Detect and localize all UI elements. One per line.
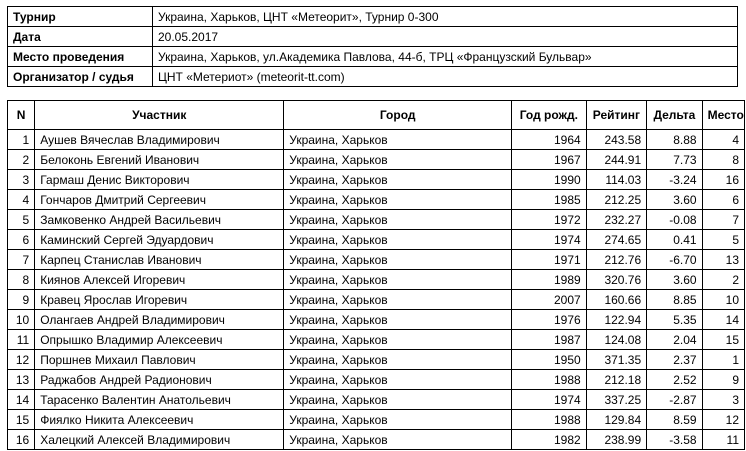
cell-place: 10 (702, 290, 744, 310)
cell-place: 2 (702, 270, 744, 290)
cell-number: 10 (8, 310, 35, 330)
header-city: Город (284, 101, 512, 130)
cell-number: 5 (8, 210, 35, 230)
tournament-info-table (7, 6, 738, 87)
cell-participant: Фиялко Никита Алексеевич (35, 410, 284, 430)
cell-city: Украина, Харьков (284, 410, 512, 430)
table-row (8, 330, 745, 350)
cell-city: Украина, Харьков (284, 270, 512, 290)
cell-delta: 8.85 (647, 290, 702, 310)
cell-delta: 3.60 (647, 270, 702, 290)
cell-participant: Белоконь Евгений Иванович (35, 150, 284, 170)
cell-participant: Халецкий Алексей Владимирович (35, 430, 284, 450)
cell-city: Украина, Харьков (284, 170, 512, 190)
cell-city: Украина, Харьков (284, 250, 512, 270)
cell-rating: 129.84 (586, 410, 646, 430)
cell-birth-year: 1988 (512, 410, 587, 430)
table-row (8, 190, 745, 210)
cell-place: 3 (702, 390, 744, 410)
cell-place: 12 (702, 410, 744, 430)
cell-delta: -6.70 (647, 250, 702, 270)
header-place: Место (702, 101, 744, 130)
cell-place: 11 (702, 430, 744, 450)
header-birth-year: Год рожд. (512, 101, 587, 130)
cell-participant: Киянов Алексей Игоревич (35, 270, 284, 290)
cell-number: 15 (8, 410, 35, 430)
cell-city: Украина, Харьков (284, 210, 512, 230)
cell-participant: Карпец Станислав Иванович (35, 250, 284, 270)
cell-place: 1 (702, 350, 744, 370)
cell-rating: 160.66 (586, 290, 646, 310)
cell-participant: Аушев Вячеслав Владимирович (35, 130, 284, 150)
cell-birth-year: 1950 (512, 350, 587, 370)
cell-delta: 8.88 (647, 130, 702, 150)
cell-number: 4 (8, 190, 35, 210)
cell-delta: 0.41 (647, 230, 702, 250)
cell-delta: -3.58 (647, 430, 702, 450)
cell-participant: Каминский Сергей Эдуардович (35, 230, 284, 250)
cell-participant: Гончаров Дмитрий Сергеевич (35, 190, 284, 210)
cell-rating: 212.76 (586, 250, 646, 270)
info-label: Турнир (8, 7, 153, 27)
results-header-row (8, 101, 745, 130)
cell-number: 16 (8, 430, 35, 450)
cell-delta: 5.35 (647, 310, 702, 330)
table-row (8, 150, 745, 170)
cell-birth-year: 1976 (512, 310, 587, 330)
cell-city: Украина, Харьков (284, 330, 512, 350)
table-row (8, 390, 745, 410)
cell-number: 12 (8, 350, 35, 370)
cell-number: 1 (8, 130, 35, 150)
cell-rating: 371.35 (586, 350, 646, 370)
table-row (8, 170, 745, 190)
cell-city: Украина, Харьков (284, 230, 512, 250)
cell-place: 9 (702, 370, 744, 390)
info-value: Украина, Харьков, ЦНТ «Метеорит», Турнир 0-300 (153, 7, 738, 27)
cell-rating: 122.94 (586, 310, 646, 330)
cell-birth-year: 1971 (512, 250, 587, 270)
info-label: Организатор / судья (8, 67, 153, 87)
cell-birth-year: 1964 (512, 130, 587, 150)
info-label: Место проведения (8, 47, 153, 67)
header-participant: Участник (35, 101, 284, 130)
cell-rating: 238.99 (586, 430, 646, 450)
cell-rating: 124.08 (586, 330, 646, 350)
info-value: 20.05.2017 (153, 27, 738, 47)
table-row (8, 250, 745, 270)
cell-city: Украина, Харьков (284, 370, 512, 390)
cell-birth-year: 1974 (512, 390, 587, 410)
table-row (8, 130, 745, 150)
cell-rating: 320.76 (586, 270, 646, 290)
cell-place: 5 (702, 230, 744, 250)
cell-participant: Тарасенко Валентин Анатольевич (35, 390, 284, 410)
table-row (8, 430, 745, 450)
cell-participant: Раджабов Андрей Радионович (35, 370, 284, 390)
header-delta: Дельта (647, 101, 702, 130)
cell-place: 4 (702, 130, 744, 150)
info-label: Дата (8, 27, 153, 47)
table-row (8, 230, 745, 250)
cell-birth-year: 1988 (512, 370, 587, 390)
table-row (8, 270, 745, 290)
cell-participant: Опрышко Владимир Алексеевич (35, 330, 284, 350)
table-row (8, 350, 745, 370)
cell-rating: 212.18 (586, 370, 646, 390)
cell-birth-year: 1972 (512, 210, 587, 230)
cell-delta: 3.60 (647, 190, 702, 210)
cell-city: Украина, Харьков (284, 430, 512, 450)
cell-delta: -2.87 (647, 390, 702, 410)
header-number: N (8, 101, 35, 130)
cell-city: Украина, Харьков (284, 130, 512, 150)
cell-city: Украина, Харьков (284, 150, 512, 170)
cell-place: 14 (702, 310, 744, 330)
tournament-info-body (8, 7, 738, 87)
cell-participant: Олангаев Андрей Владимирович (35, 310, 284, 330)
cell-number: 8 (8, 270, 35, 290)
cell-delta: 2.52 (647, 370, 702, 390)
cell-number: 6 (8, 230, 35, 250)
cell-participant: Замковенко Андрей Васильевич (35, 210, 284, 230)
cell-place: 15 (702, 330, 744, 350)
cell-participant: Гармаш Денис Викторович (35, 170, 284, 190)
cell-rating: 337.25 (586, 390, 646, 410)
cell-rating: 244.91 (586, 150, 646, 170)
cell-number: 11 (8, 330, 35, 350)
table-row (8, 370, 745, 390)
cell-place: 7 (702, 210, 744, 230)
cell-participant: Поршнев Михаил Павлович (35, 350, 284, 370)
info-value: ЦНТ «Метериот» (meteorit-tt.com) (153, 67, 738, 87)
cell-place: 13 (702, 250, 744, 270)
cell-number: 3 (8, 170, 35, 190)
cell-number: 14 (8, 390, 35, 410)
cell-delta: -0.08 (647, 210, 702, 230)
cell-place: 6 (702, 190, 744, 210)
cell-number: 2 (8, 150, 35, 170)
results-body (8, 130, 745, 450)
cell-city: Украина, Харьков (284, 350, 512, 370)
cell-birth-year: 1967 (512, 150, 587, 170)
cell-rating: 243.58 (586, 130, 646, 150)
cell-delta: 8.59 (647, 410, 702, 430)
cell-city: Украина, Харьков (284, 390, 512, 410)
cell-birth-year: 1982 (512, 430, 587, 450)
cell-city: Украина, Харьков (284, 290, 512, 310)
results-table (7, 100, 745, 450)
info-row (8, 67, 738, 87)
results-header (8, 101, 745, 130)
cell-rating: 212.25 (586, 190, 646, 210)
info-row (8, 7, 738, 27)
cell-city: Украина, Харьков (284, 310, 512, 330)
cell-number: 13 (8, 370, 35, 390)
header-rating: Рейтинг (586, 101, 646, 130)
cell-birth-year: 2007 (512, 290, 587, 310)
cell-birth-year: 1990 (512, 170, 587, 190)
cell-delta: 2.37 (647, 350, 702, 370)
cell-delta: 2.04 (647, 330, 702, 350)
cell-birth-year: 1974 (512, 230, 587, 250)
info-row (8, 27, 738, 47)
cell-birth-year: 1985 (512, 190, 587, 210)
cell-rating: 274.65 (586, 230, 646, 250)
cell-number: 9 (8, 290, 35, 310)
info-row (8, 47, 738, 67)
cell-rating: 114.03 (586, 170, 646, 190)
cell-birth-year: 1989 (512, 270, 587, 290)
table-row (8, 290, 745, 310)
table-row (8, 410, 745, 430)
cell-delta: -3.24 (647, 170, 702, 190)
table-row (8, 310, 745, 330)
cell-place: 8 (702, 150, 744, 170)
info-value: Украина, Харьков, ул.Академика Павлова, 44-б, ТРЦ «Французский Бульвар» (153, 47, 738, 67)
cell-delta: 7.73 (647, 150, 702, 170)
cell-birth-year: 1987 (512, 330, 587, 350)
cell-place: 16 (702, 170, 744, 190)
cell-rating: 232.27 (586, 210, 646, 230)
cell-city: Украина, Харьков (284, 190, 512, 210)
cell-number: 7 (8, 250, 35, 270)
table-row (8, 210, 745, 230)
cell-participant: Кравец Ярослав Игоревич (35, 290, 284, 310)
